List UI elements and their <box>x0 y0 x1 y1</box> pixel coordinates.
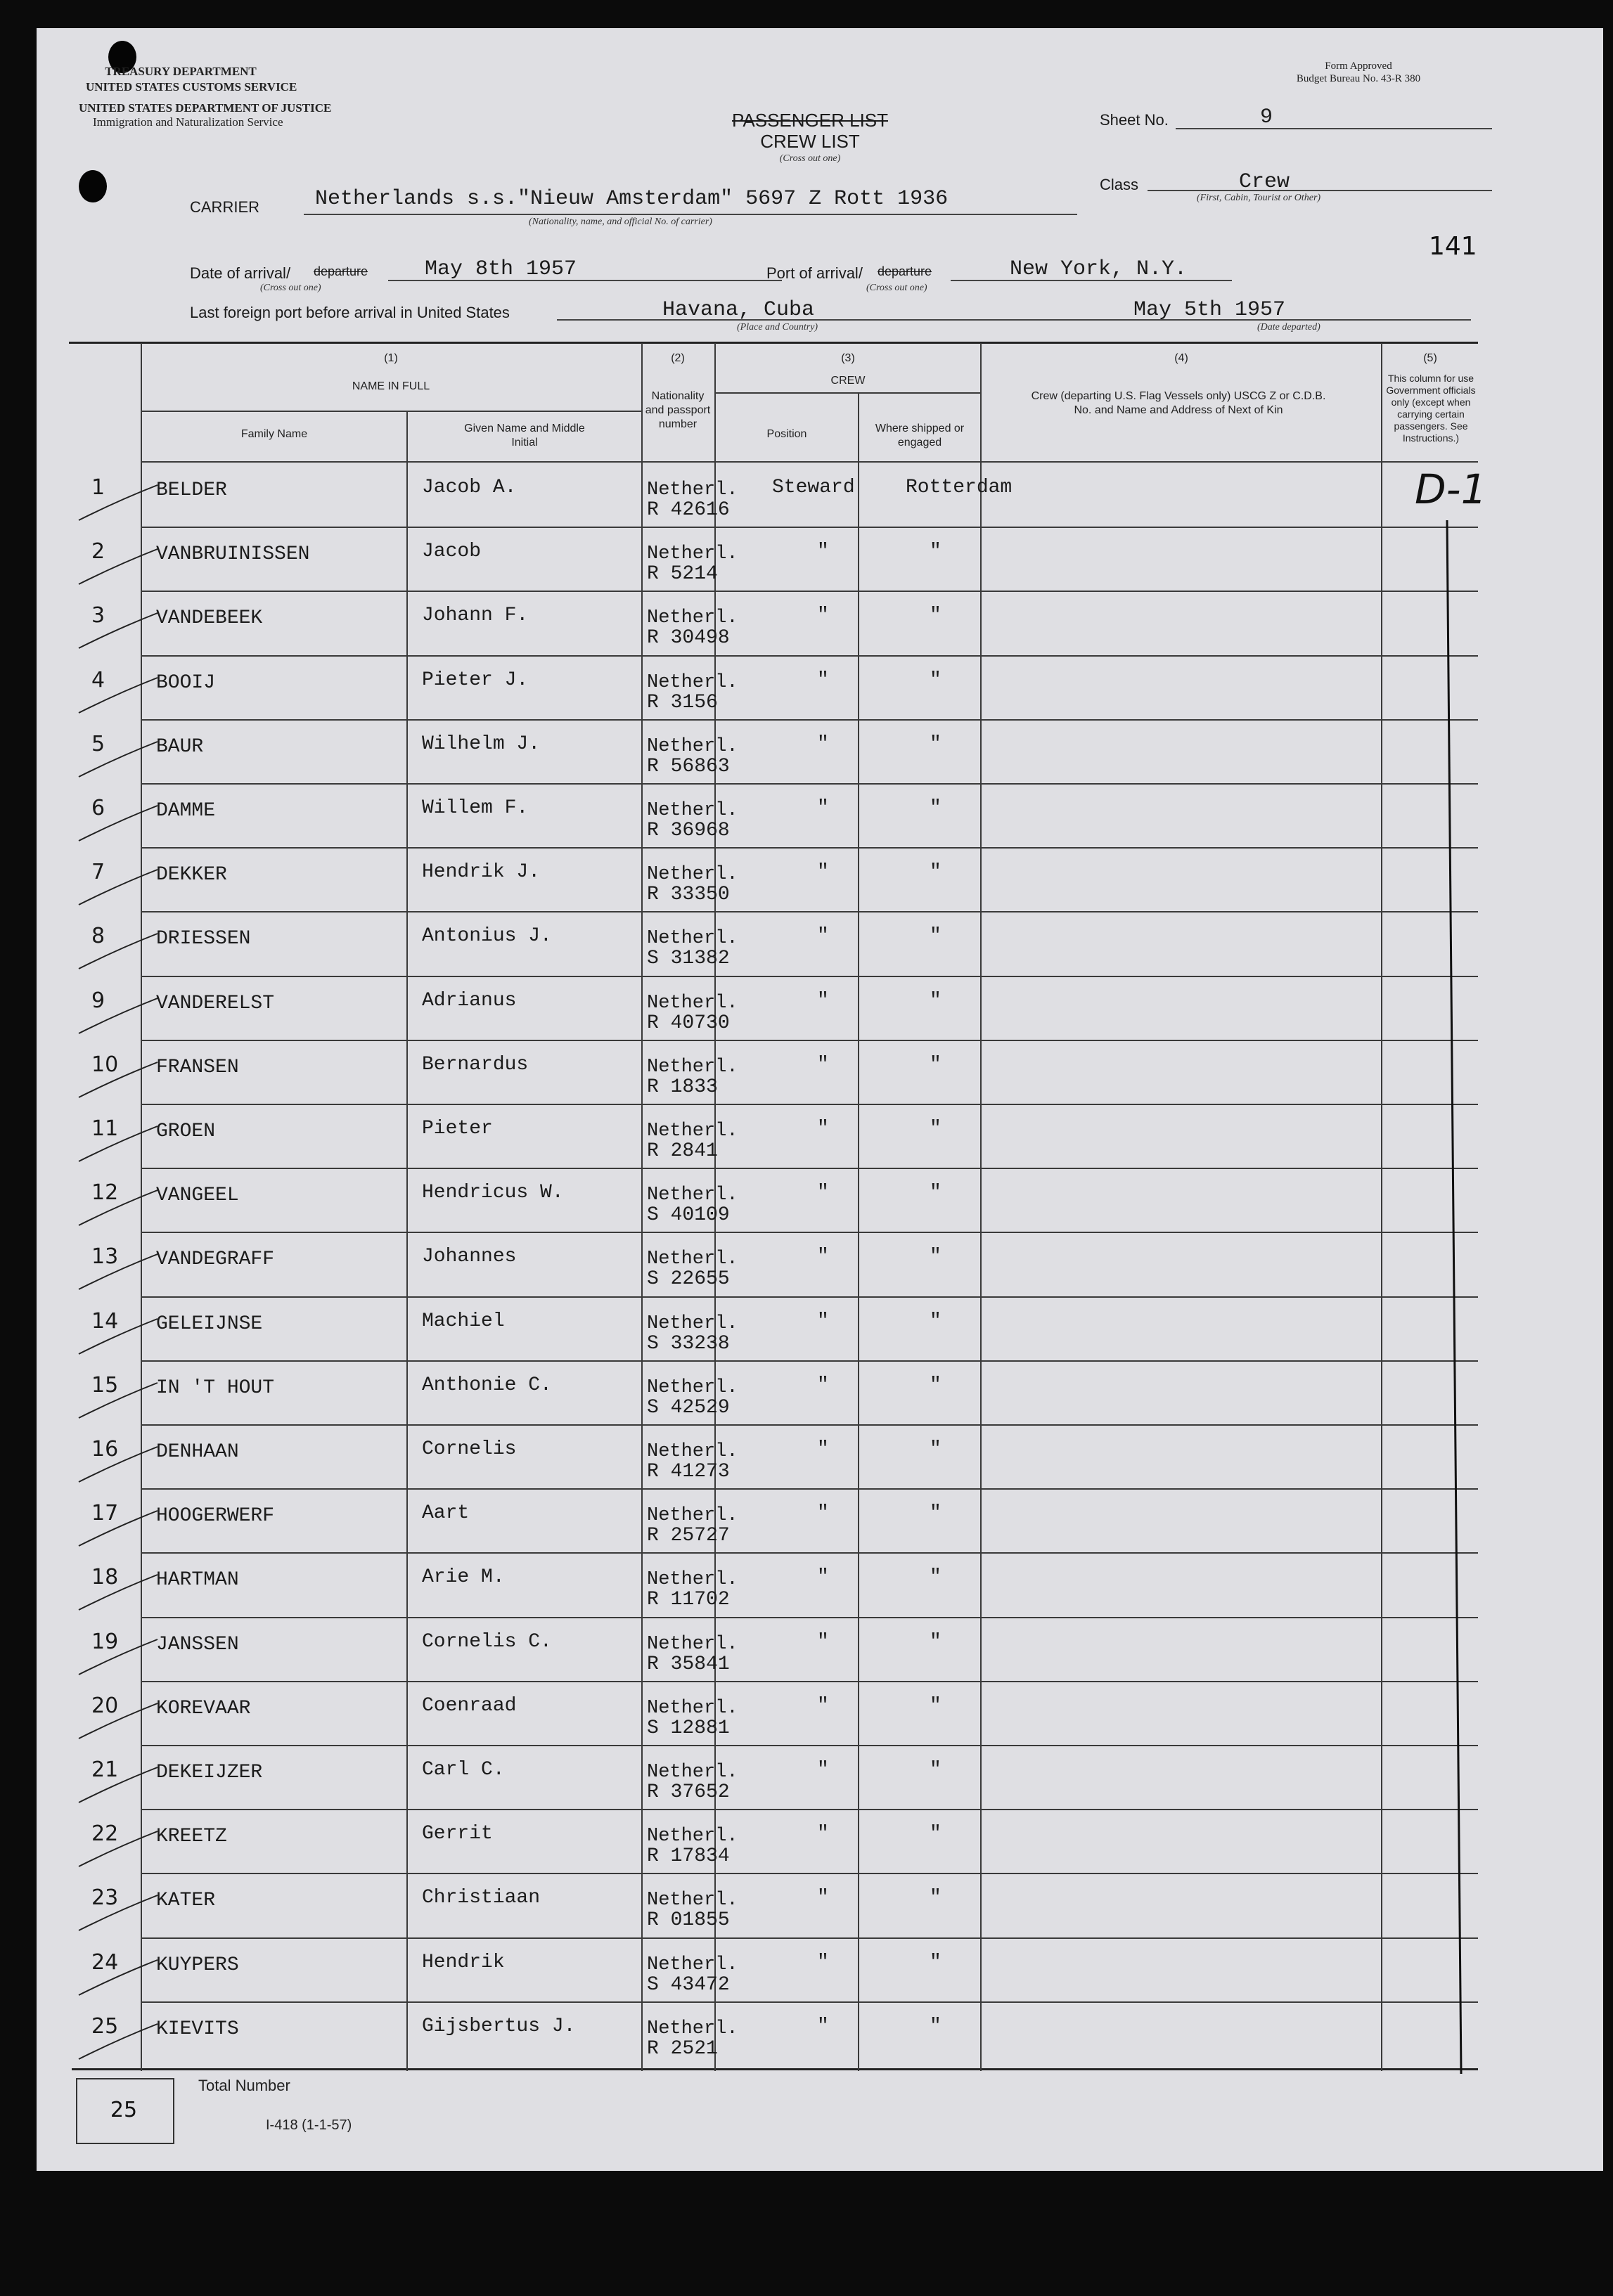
position-cell: " <box>817 1566 829 1588</box>
position-cell: " <box>817 733 829 755</box>
row-rule <box>141 1104 1478 1105</box>
check-stroke <box>76 482 160 524</box>
row-number: 6 <box>91 796 105 820</box>
agency-line: UNITED STATES CUSTOMS SERVICE <box>86 80 297 93</box>
shipped-cell: " <box>930 1182 942 1204</box>
row-number: 4 <box>91 668 105 692</box>
given-name-cell: Machiel <box>422 1310 505 1332</box>
family-name-cell: GROEN <box>156 1121 216 1142</box>
row-number: 5 <box>91 732 105 756</box>
agency-line: Immigration and Naturalization Service <box>93 115 283 129</box>
column-rule <box>641 343 643 2071</box>
cross-out-hint: (Cross out one) <box>779 153 841 164</box>
position-cell: " <box>817 541 829 562</box>
row-number: 8 <box>91 924 105 948</box>
total-label: Total Number <box>198 2077 290 2094</box>
col1-number: (1) <box>384 352 398 364</box>
family-name-cell: DRIESSEN <box>156 928 251 950</box>
row-number: 7 <box>91 860 105 884</box>
passport-cell: S 31382 <box>647 948 730 969</box>
given-name-cell: Pieter <box>422 1118 493 1140</box>
family-name-cell: BOOIJ <box>156 672 216 694</box>
passport-cell: R 5214 <box>647 563 718 585</box>
passport-cell: R 36968 <box>647 820 730 841</box>
given-name-cell: Aart <box>422 1502 470 1524</box>
check-stroke <box>76 1508 160 1550</box>
family-name-cell: VANDEGRAFF <box>156 1249 275 1270</box>
check-stroke <box>76 1251 160 1294</box>
row-number: 10 <box>91 1052 119 1077</box>
stamp-number: 141 <box>1429 232 1477 261</box>
position-cell: Steward <box>772 477 855 498</box>
given-name-cell: Gijsbertus J. <box>422 2016 576 2037</box>
nationality-cell: Netherl. <box>647 607 738 628</box>
family-name-cell: JANSSEN <box>156 1634 239 1656</box>
passport-cell: R 33350 <box>647 884 730 905</box>
given-name-cell: Jacob A. <box>422 477 517 498</box>
row-rule <box>141 1424 1478 1426</box>
check-stroke <box>76 1701 160 1743</box>
shipped-cell: " <box>930 1695 942 1717</box>
nationality-cell: Netherl. <box>647 1313 738 1334</box>
header-bottom-rule <box>141 461 1478 463</box>
passport-cell: R 01855 <box>647 1909 730 1931</box>
nationality-cell: Netherl. <box>647 1569 738 1590</box>
row-rule <box>141 2001 1478 2003</box>
nationality-cell: Netherl. <box>647 672 738 693</box>
row-rule <box>141 1873 1478 1874</box>
position-cell: " <box>817 1182 829 1204</box>
nationality-cell: Netherl. <box>647 1826 738 1847</box>
shipped-cell: " <box>930 1759 942 1781</box>
carrier-hint: (Nationality, name, and official No. of carrier) <box>529 217 712 227</box>
class-value: Crew <box>1239 170 1290 194</box>
given-name-cell: Adrianus <box>422 990 517 1012</box>
given-name-cell: Anthonie C. <box>422 1374 552 1396</box>
position-cell: " <box>817 1310 829 1332</box>
position-cell: " <box>817 1118 829 1140</box>
given-name-cell: Jacob <box>422 541 482 562</box>
position-cell: " <box>817 1887 829 1909</box>
row-number: 1 <box>91 475 105 500</box>
given-name-cell: Hendrik <box>422 1952 505 1973</box>
check-stroke <box>76 1444 160 1486</box>
nationality-cell: Netherl. <box>647 543 738 565</box>
check-stroke <box>76 1892 160 1935</box>
row-rule <box>141 591 1478 592</box>
position-cell: " <box>817 990 829 1012</box>
given-name-cell: Wilhelm J. <box>422 733 541 755</box>
header-rule <box>141 411 641 412</box>
row-rule <box>141 1040 1478 1041</box>
given-name-cell: Willem F. <box>422 797 529 819</box>
budget-bureau: Budget Bureau No. 43-R 380 <box>1296 73 1421 84</box>
nationality-cell: Netherl. <box>647 1698 738 1719</box>
nationality-cell: Netherl. <box>647 1057 738 1078</box>
shipped-cell: Rotterdam <box>906 477 1013 498</box>
shipped-cell: " <box>930 541 942 562</box>
shipped-cell: " <box>930 797 942 819</box>
position-cell: " <box>817 1246 829 1268</box>
check-stroke <box>76 995 160 1038</box>
row-rule <box>141 655 1478 657</box>
passport-cell: R 17834 <box>647 1845 730 1867</box>
row-number: 19 <box>91 1630 119 1654</box>
underline <box>304 214 1077 215</box>
passport-cell: R 25727 <box>647 1525 730 1547</box>
row-number: 9 <box>91 988 105 1013</box>
row-rule <box>141 1937 1478 1939</box>
d1-annotation: D-1 <box>1415 465 1487 513</box>
family-name-cell: KUYPERS <box>156 1954 239 1976</box>
row-rule <box>141 1232 1478 1233</box>
carrier-value: Netherlands s.s."Nieuw Amsterdam" 5697 Z Rott 1936 <box>315 187 949 211</box>
row-rule <box>141 719 1478 721</box>
row-number: 3 <box>91 603 105 628</box>
family-name-cell: DENHAAN <box>156 1441 239 1463</box>
passport-cell: R 3156 <box>647 692 718 714</box>
passport-cell: R 2521 <box>647 2038 718 2060</box>
header-rule <box>714 392 980 394</box>
arrival-hint: (Cross out one) <box>260 283 321 293</box>
shipped-cell: " <box>930 605 942 626</box>
given-name-cell: Coenraad <box>422 1695 517 1717</box>
position-cell: " <box>817 605 829 626</box>
passport-cell: S 40109 <box>647 1204 730 1226</box>
shipped-cell: " <box>930 2016 942 2037</box>
family-name-cell: BAUR <box>156 736 204 758</box>
shipped-cell: " <box>930 1887 942 1909</box>
position-cell: " <box>817 1952 829 1973</box>
shipped-cell: " <box>930 733 942 755</box>
check-stroke <box>76 546 160 588</box>
nationality-cell: Netherl. <box>647 993 738 1014</box>
nationality-cell: Netherl. <box>647 1505 738 1526</box>
crew-list-document <box>37 28 1603 2171</box>
shipped-header: Where shipped or engaged <box>875 423 965 449</box>
check-stroke <box>76 803 160 845</box>
crew-list-title: CREW LIST <box>760 131 860 152</box>
nationality-cell: Netherl. <box>647 1121 738 1142</box>
underline <box>1148 190 1492 191</box>
family-name-cell: HARTMAN <box>156 1569 239 1591</box>
passport-cell: R 1833 <box>647 1076 718 1098</box>
given-name-cell: Pieter J. <box>422 669 529 691</box>
position-cell: " <box>817 925 829 947</box>
position-cell: " <box>817 1502 829 1524</box>
last-port-value: Havana, Cuba <box>662 298 815 322</box>
nationality-header: Nationality and passport number <box>645 390 711 430</box>
table-top-rule <box>69 342 1478 344</box>
row-number: 23 <box>91 1885 119 1910</box>
row-number: 11 <box>91 1116 119 1141</box>
nationality-cell: Netherl. <box>647 1954 738 1975</box>
row-number: 18 <box>91 1565 119 1589</box>
shipped-cell: " <box>930 1310 942 1332</box>
family-name-cell: KATER <box>156 1890 216 1911</box>
shipped-cell: " <box>930 1118 942 1140</box>
nationality-cell: Netherl. <box>647 1249 738 1270</box>
row-rule <box>141 1360 1478 1362</box>
given-name-header: Given Name and Middle Initial <box>464 423 585 449</box>
nationality-cell: Netherl. <box>647 1185 738 1206</box>
next-of-kin-header: Crew (departing U.S. Flag Vessels only) USCG Z or C.D.B. No. and Name and Address of Next of Kin <box>1031 390 1326 416</box>
position-cell: " <box>817 1054 829 1076</box>
shipped-cell: " <box>930 1952 942 1973</box>
passport-cell: R 11702 <box>647 1589 730 1611</box>
position-cell: " <box>817 1759 829 1781</box>
nationality-cell: Netherl. <box>647 864 738 885</box>
port-value: New York, N.Y. <box>1010 257 1188 281</box>
row-number: 2 <box>91 539 105 564</box>
family-name-cell: BELDER <box>156 479 227 501</box>
position-cell: " <box>817 1438 829 1460</box>
official-use-header: This column for use Government officials only (except when carrying certain passengers. See Instructions.) <box>1386 373 1476 444</box>
nationality-cell: Netherl. <box>647 1890 738 1911</box>
nationality-cell: Netherl. <box>647 736 738 757</box>
row-rule <box>141 1809 1478 1810</box>
passport-cell: R 40730 <box>647 1012 730 1034</box>
row-rule <box>141 911 1478 912</box>
check-stroke <box>76 931 160 973</box>
class-label: Class <box>1100 176 1139 193</box>
col1-title: NAME IN FULL <box>352 380 430 392</box>
column-rule <box>1381 343 1382 2071</box>
row-number: 24 <box>91 1950 119 1975</box>
given-name-cell: Johannes <box>422 1246 517 1268</box>
col2-number: (2) <box>671 352 685 364</box>
given-name-cell: Johann F. <box>422 605 529 626</box>
passport-cell: R 2841 <box>647 1140 718 1162</box>
row-number: 16 <box>91 1437 119 1462</box>
family-name-cell: KOREVAAR <box>156 1698 251 1720</box>
check-stroke <box>76 1829 160 1871</box>
position-cell: " <box>817 1374 829 1396</box>
passport-cell: R 56863 <box>647 756 730 778</box>
port-struck: departure <box>878 264 932 278</box>
passport-cell: R 35841 <box>647 1653 730 1675</box>
check-stroke <box>76 1637 160 1679</box>
check-stroke <box>76 610 160 652</box>
row-number: 21 <box>91 1758 119 1782</box>
arrival-date: May 8th 1957 <box>425 257 577 281</box>
arrival-struck: departure <box>314 264 368 278</box>
arrival-label: Date of arrival/ <box>190 264 291 282</box>
shipped-cell: " <box>930 669 942 691</box>
check-stroke <box>76 867 160 909</box>
check-stroke <box>76 2021 160 2063</box>
nationality-cell: Netherl. <box>647 800 738 821</box>
position-cell: " <box>817 1631 829 1653</box>
given-name-cell: Cornelis C. <box>422 1631 552 1653</box>
family-name-cell: VANDERELST <box>156 993 275 1014</box>
given-name-cell: Arie M. <box>422 1566 505 1588</box>
nationality-cell: Netherl. <box>647 2018 738 2039</box>
check-stroke <box>76 1123 160 1166</box>
nationality-cell: Netherl. <box>647 1441 738 1462</box>
family-name-cell: HOOGERWERF <box>156 1505 275 1527</box>
col5-number: (5) <box>1423 352 1437 364</box>
shipped-cell: " <box>930 1438 942 1460</box>
position-header: Position <box>766 428 807 440</box>
shipped-cell: " <box>930 861 942 883</box>
check-stroke <box>76 1765 160 1807</box>
shipped-cell: " <box>930 1054 942 1076</box>
shipped-cell: " <box>930 1823 942 1845</box>
carrier-label: CARRIER <box>190 198 260 216</box>
class-hint: (First, Cabin, Tourist or Other) <box>1197 193 1321 203</box>
check-stroke <box>76 739 160 781</box>
departed-date: May 5th 1957 <box>1133 298 1286 322</box>
row-rule <box>141 1168 1478 1169</box>
check-stroke <box>76 1059 160 1102</box>
nationality-cell: Netherl. <box>647 479 738 501</box>
family-name-cell: DEKEIJZER <box>156 1762 263 1784</box>
given-name-cell: Hendricus W. <box>422 1182 564 1204</box>
check-stroke <box>76 1316 160 1358</box>
col3-number: (3) <box>841 352 855 364</box>
row-rule <box>141 783 1478 785</box>
shipped-cell: " <box>930 1566 942 1588</box>
port-label: Port of arrival/ <box>766 264 863 282</box>
row-rule <box>141 527 1478 528</box>
last-port-hint: (Place and Country) <box>737 322 818 333</box>
passport-cell: R 42616 <box>647 499 730 521</box>
passport-cell: S 12881 <box>647 1717 730 1739</box>
given-name-cell: Gerrit <box>422 1823 493 1845</box>
table-bottom-rule <box>72 2068 1478 2070</box>
family-name-cell: DEKKER <box>156 864 227 886</box>
family-name-cell: VANDEBEEK <box>156 607 263 629</box>
given-name-cell: Antonius J. <box>422 925 552 947</box>
nationality-cell: Netherl. <box>647 1762 738 1783</box>
position-cell: " <box>817 861 829 883</box>
passport-cell: S 42529 <box>647 1397 730 1419</box>
family-name-cell: IN 'T HOUT <box>156 1377 275 1399</box>
nationality-cell: Netherl. <box>647 1377 738 1398</box>
total-count: 25 <box>110 2098 138 2122</box>
last-port-label: Last foreign port before arrival in United States <box>190 304 510 321</box>
passport-cell: S 22655 <box>647 1268 730 1290</box>
passport-cell: S 33238 <box>647 1333 730 1355</box>
passport-cell: R 37652 <box>647 1781 730 1803</box>
row-rule <box>141 1296 1478 1298</box>
check-stroke <box>76 675 160 717</box>
check-stroke <box>76 1572 160 1614</box>
port-hint: (Cross out one) <box>866 283 927 293</box>
column-rule <box>980 343 982 2071</box>
row-number: 25 <box>91 2014 119 2039</box>
check-stroke <box>76 1380 160 1422</box>
agency-line: TREASURY DEPARTMENT <box>105 65 257 78</box>
sheet-label: Sheet No. <box>1100 111 1169 129</box>
shipped-cell: " <box>930 990 942 1012</box>
check-stroke <box>76 1187 160 1230</box>
position-cell: " <box>817 1823 829 1845</box>
position-cell: " <box>817 669 829 691</box>
position-cell: " <box>817 1695 829 1717</box>
row-rule <box>141 1617 1478 1618</box>
row-rule <box>141 1745 1478 1746</box>
agency-line: UNITED STATES DEPARTMENT OF JUSTICE <box>79 101 332 115</box>
underline <box>1176 128 1492 129</box>
col4-number: (4) <box>1174 352 1188 364</box>
given-name-cell: Christiaan <box>422 1887 541 1909</box>
column-rule <box>406 411 408 2071</box>
passenger-list-title: PASSENGER LIST <box>731 110 889 131</box>
given-name-cell: Bernardus <box>422 1054 529 1076</box>
nationality-cell: Netherl. <box>647 1634 738 1655</box>
row-rule <box>141 976 1478 977</box>
row-number: 14 <box>91 1309 119 1334</box>
row-number: 20 <box>91 1694 119 1718</box>
sheet-number: 9 <box>1260 105 1273 129</box>
position-cell: " <box>817 797 829 819</box>
row-rule <box>141 1552 1478 1554</box>
family-name-cell: DAMME <box>156 800 216 822</box>
family-name-cell: VANBRUINISSEN <box>156 543 310 565</box>
position-cell: " <box>817 2016 829 2037</box>
given-name-cell: Carl C. <box>422 1759 505 1781</box>
nationality-cell: Netherl. <box>647 928 738 949</box>
family-name-cell: GELEIJNSE <box>156 1313 263 1335</box>
annotation-line <box>1443 520 1471 2074</box>
row-number: 12 <box>91 1180 119 1205</box>
shipped-cell: " <box>930 1246 942 1268</box>
family-name-header: Family Name <box>240 428 308 440</box>
passport-cell: R 30498 <box>647 627 730 649</box>
shipped-cell: " <box>930 925 942 947</box>
shipped-cell: " <box>930 1631 942 1653</box>
given-name-cell: Cornelis <box>422 1438 517 1460</box>
passport-cell: S 43472 <box>647 1974 730 1996</box>
row-rule <box>141 847 1478 849</box>
row-number: 13 <box>91 1244 119 1269</box>
row-number: 17 <box>91 1501 119 1526</box>
family-name-cell: VANGEEL <box>156 1185 239 1206</box>
family-name-cell: KIEVITS <box>156 2018 239 2040</box>
family-name-cell: FRANSEN <box>156 1057 239 1078</box>
passport-cell: R 41273 <box>647 1461 730 1483</box>
family-name-cell: KREETZ <box>156 1826 227 1847</box>
given-name-cell: Hendrik J. <box>422 861 541 883</box>
row-number: 15 <box>91 1373 119 1398</box>
form-approved: Form Approved <box>1325 60 1392 72</box>
row-rule <box>141 1488 1478 1490</box>
departed-hint: (Date departed) <box>1257 322 1320 333</box>
check-stroke <box>76 1957 160 1999</box>
row-rule <box>141 1681 1478 1682</box>
punch-hole <box>79 170 107 202</box>
row-number: 22 <box>91 1821 119 1846</box>
shipped-cell: " <box>930 1374 942 1396</box>
shipped-cell: " <box>930 1502 942 1524</box>
crew-header: CREW <box>830 375 866 387</box>
form-number: I-418 (1-1-57) <box>266 2117 352 2133</box>
